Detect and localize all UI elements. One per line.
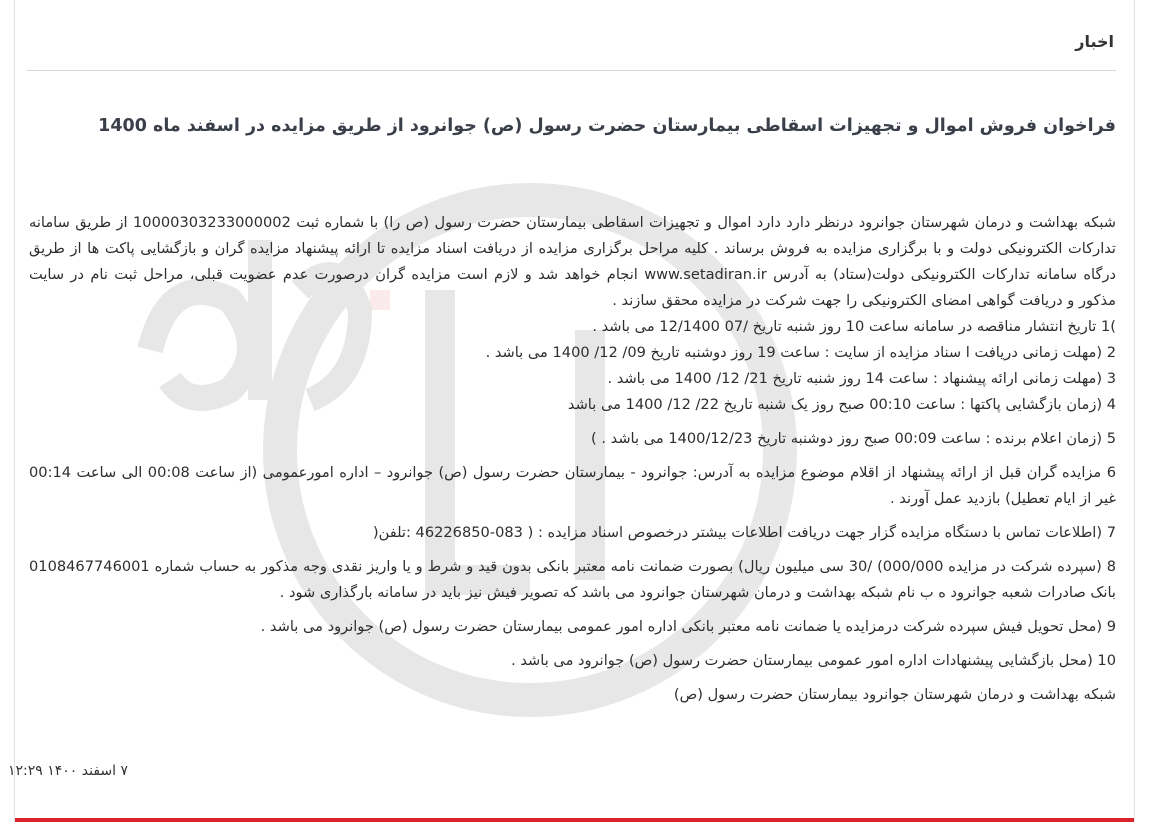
list-item: 6 مزایده گران قبل از ارائه پیشنهاد از اقلام موضوع مزایده به آدرس: جوانرود - بیمارستان حضرت رسول (ص) جوانرود – اداره امورعمومی (از ساعت 00:08 الی ساعت 00:14 غیر از ایام تعطیل) بازدید عمل آورند . — [29, 464, 1116, 507]
section-title: اخبار — [1075, 32, 1114, 51]
list-item: 9 (محل تحویل فیش سپرده شرکت درمزایده یا ضمانت نامه معتبر بانکی اداره امور عمومی بیمارستان حضرت رسول (ص) جوانرود می باشد . — [260, 618, 1116, 635]
news-panel — [8, 0, 1135, 822]
article-intro: شبکه بهداشت و درمان شهرستان جوانرود درنظر دارد دارد اموال و تجهیزات اسقاطی بیمارستان حضرت رسول (ص را) با شماره ثبت 10000303233000002 از طریق سامانه تدارکات الکترونیکی دولت و با برگزاری مزایده به فروش برساند . کلیه مراحل برگزاری مزایده از دریافت اسناد مزایده تا ارائه پیشنهاد مزایده گران و بازگشایی پاکت ها از طریق درگاه سامانه تدارکات الکترونیکی دولت(ستاد) به آدرس www.setadiran.ir انجام خواهد شد و لازم است مزایده گران درصورت عدم عضویت قبلی، مراحل ثبت نام در سایت مذکور و دریافت گواهی امضای الکترونیکی را جهت شرکت در مزایده محقق سازند . — [29, 214, 1116, 309]
list-item: 10 (محل بازگشایی پیشنهادات اداره امور عمومی بیمارستان حضرت رسول (ص) جوانرود می باشد . — [511, 652, 1116, 669]
article-signature: شبکه بهداشت و درمان شهرستان جوانرود بیمارستان حضرت رسول (ص) — [673, 686, 1116, 703]
publish-date: ۷ اسفند ۱۴۰۰ ۱۲:۲۹ — [8, 763, 129, 779]
section-header — [27, 30, 1116, 71]
article-body — [29, 210, 1116, 708]
list-item: )1 تاریخ انتشار مناقصه در سامانه ساعت 10 روز شنبه تاریخ /07 12/1400 می باشد . — [592, 318, 1116, 335]
list-item: 7 (اطلاعات تماس با دستگاه مزایده گزار جهت دریافت اطلاعات بیشتر درخصوص اسناد مزایده : ( 083-46226850 :تلفن( — [372, 524, 1116, 541]
list-item: 3 (مهلت زمانی ارائه پیشنهاد : ساعت 14 روز شنبه تاریخ 21/ 12/ 1400 می باشد . — [607, 370, 1116, 387]
list-item: 8 (سپرده شرکت در مزایده 000/000) /30 سی میلیون ریال) بصورت ضمانت نامه معتبر بانکی بدون قید و شرط و یا واریز نقدی وجه مذکور به حساب شماره 0108467746001 بانک صادرات شعبه جوانرود ه ب نام شبکه بهداشت و درمان شهرستان جوانرود می باشد که تصویر فیش نیز باید در سامانه بارگذاری شود . — [29, 558, 1116, 601]
list-item: 4 (زمان بازگشایی پاکتها : ساعت 00:10 صبح روز یک شنبه تاریخ 22/ 12/ 1400 می باشد — [567, 396, 1116, 413]
accent-bar — [15, 818, 1134, 822]
list-item: 2 (مهلت زمانی دریافت ا سناد مزایده از سایت : ساعت 19 روز دوشنبه تاریخ 09/ 12/ 1400 می باشد . — [485, 344, 1116, 361]
list-item: 5 (زمان اعلام برنده : ساعت 00:09 صبح روز دوشنبه تاریخ 1400/12/23 می باشد . ) — [591, 430, 1116, 447]
news-title[interactable]: فراخوان فروش اموال و تجهیزات اسقاطی بیمارستان حضرت رسول (ص) جوانرود از طریق مزایده در اسفند ماه 1400 — [98, 116, 1116, 136]
